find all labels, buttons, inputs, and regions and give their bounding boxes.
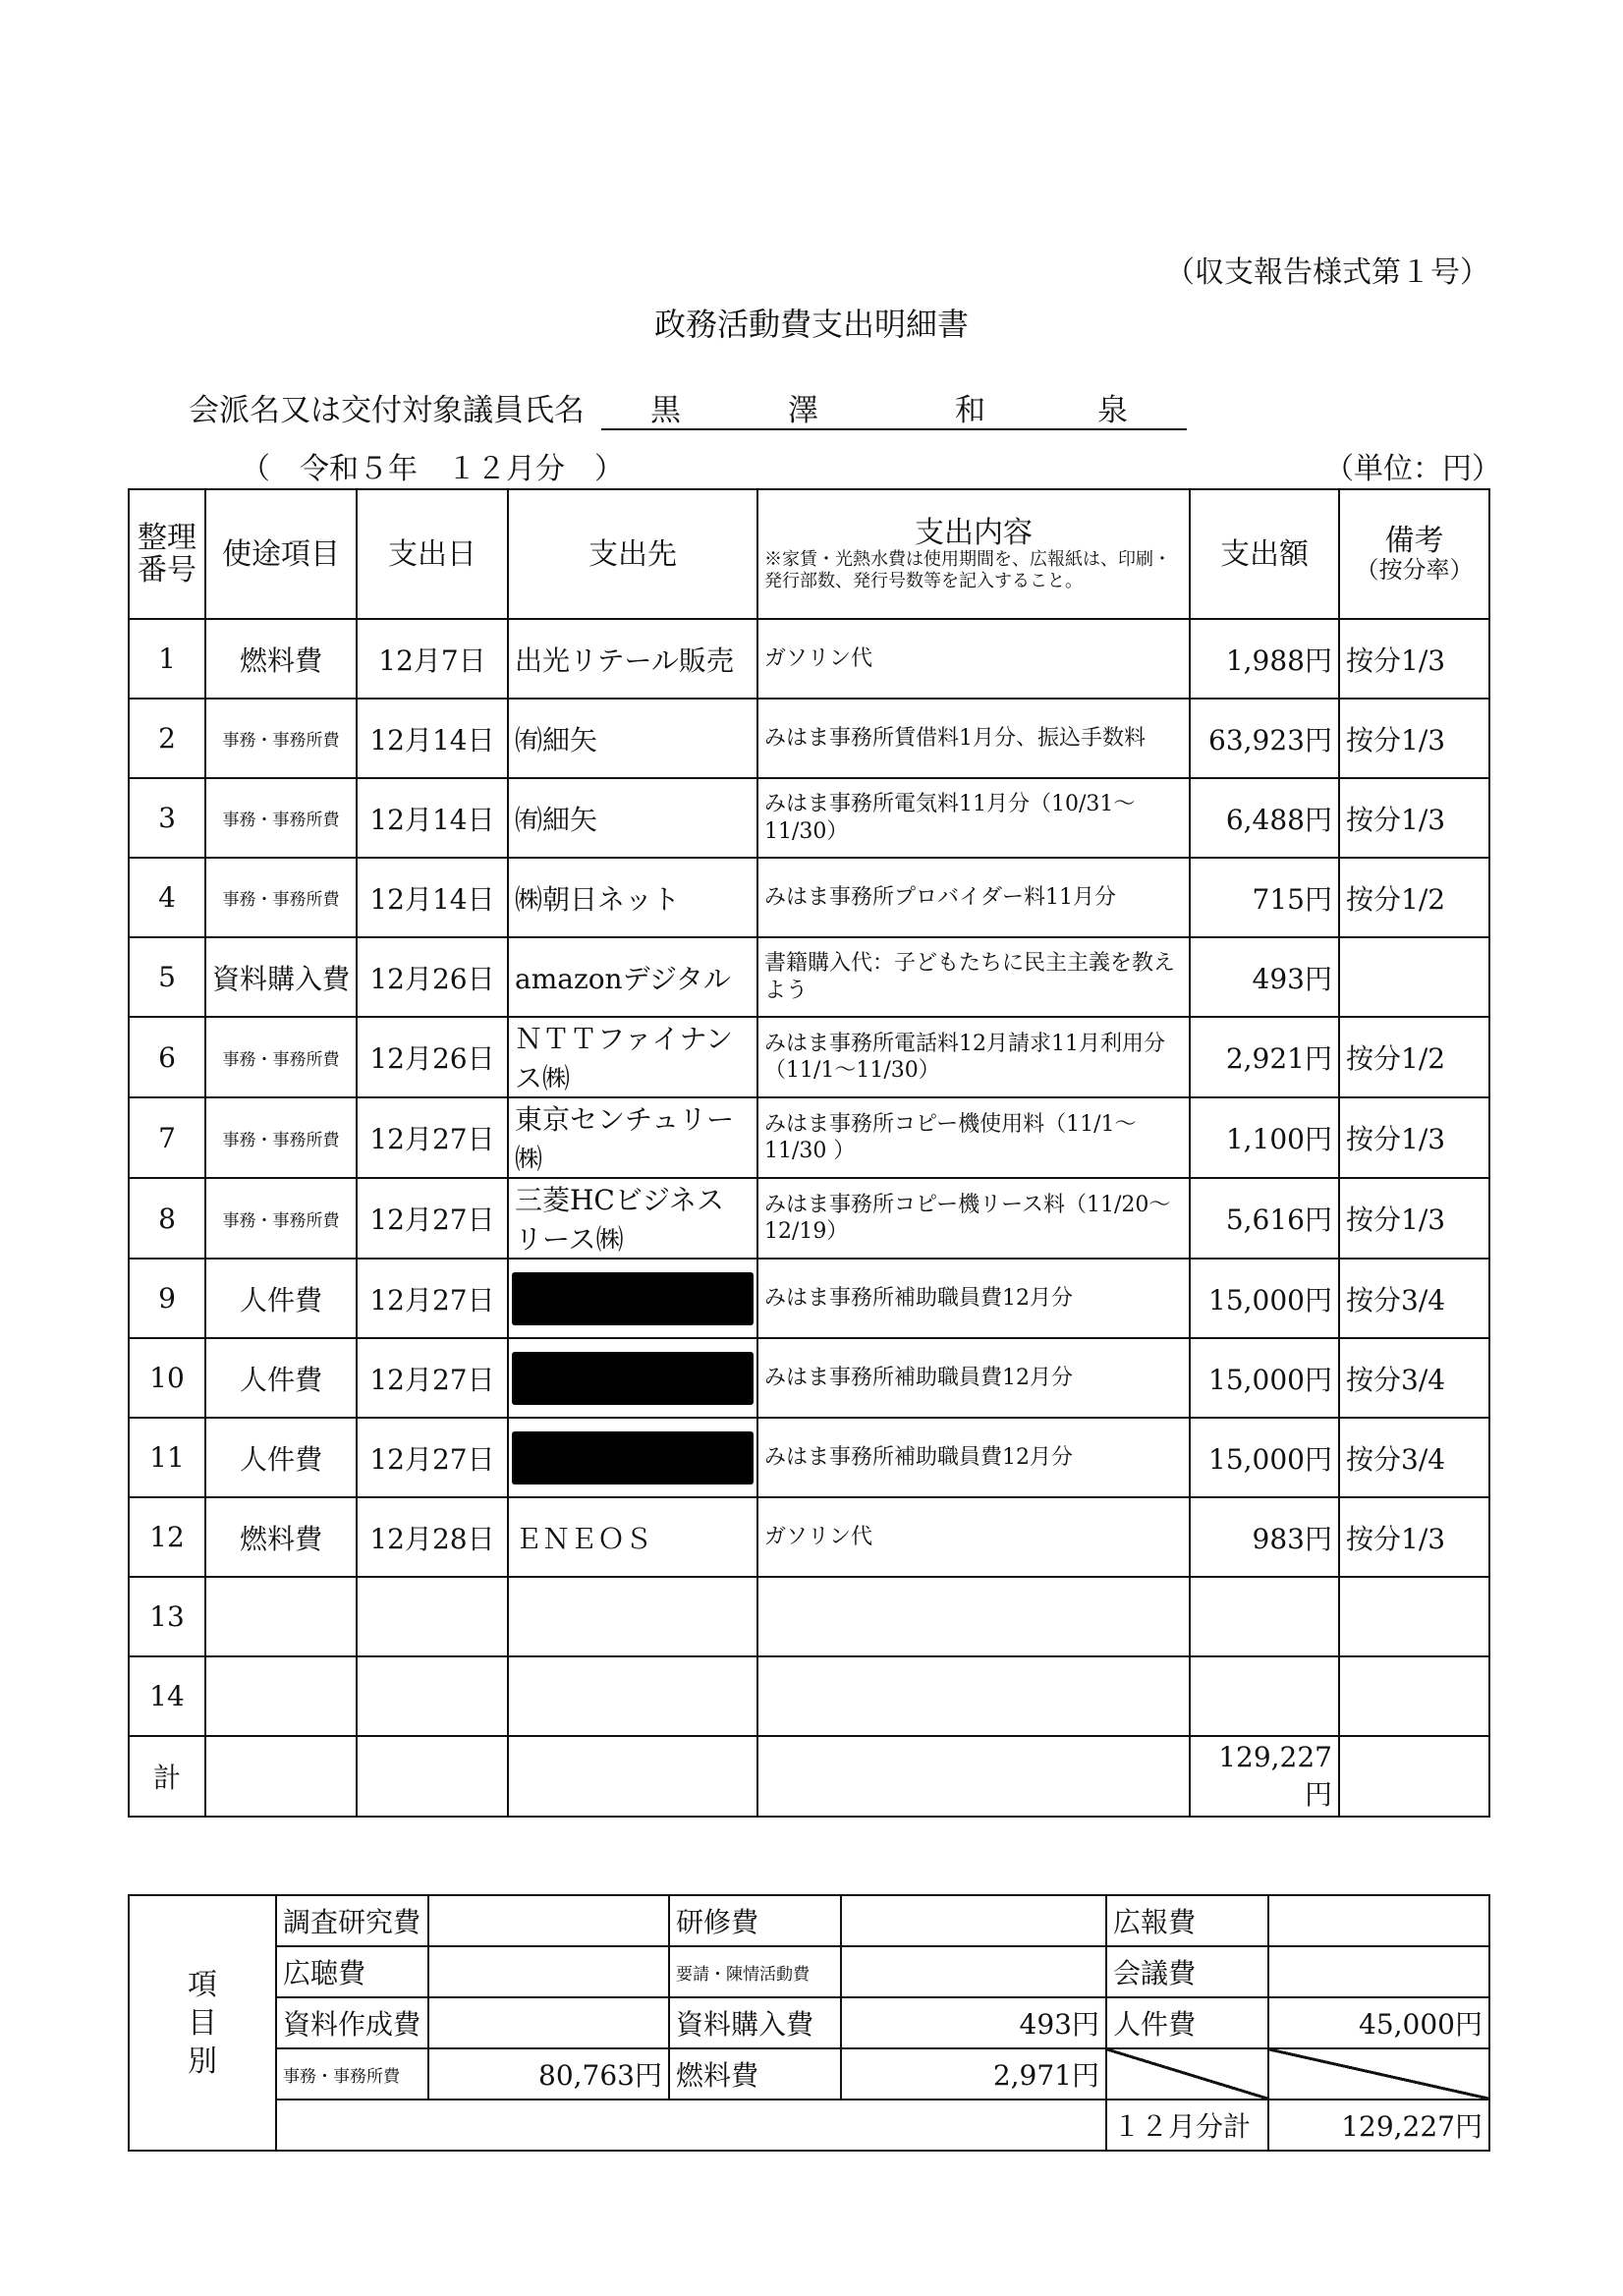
table-row — [129, 699, 1489, 778]
member-name-char: 和 — [955, 393, 985, 428]
row-payee: ㈱朝日ネット — [508, 858, 757, 937]
row-remarks: 按分3/4 — [1339, 1259, 1489, 1338]
member-name — [601, 385, 1187, 430]
personnel-value: 45,000円 — [1268, 1997, 1489, 2048]
petition-label: 要請・陳情活動費 — [669, 1946, 841, 1997]
table-row — [129, 858, 1489, 937]
row-content: みはま事務所補助職員費12月分 — [757, 1418, 1190, 1497]
row-payee: 東京センチュリー㈱ — [508, 1097, 757, 1178]
row-amount — [1190, 1656, 1339, 1736]
row-date: 12月26日 — [357, 1017, 508, 1097]
survey-label: 調査研究費 — [276, 1895, 428, 1946]
row-item: 資料購入費 — [205, 937, 357, 1017]
member-name-char: 黒 — [650, 393, 681, 428]
month-total-value: 129,227円 — [1268, 2100, 1489, 2151]
group-name-label: 会派名又は交付対象議員氏名 — [189, 393, 585, 428]
header-no-text: 整理 番号 — [138, 521, 196, 588]
category-summary — [128, 1894, 1490, 2152]
table-row — [129, 1656, 1489, 1736]
row-number: 3 — [129, 778, 205, 858]
table-row — [129, 1017, 1489, 1097]
document-title: 政務活動費支出明細書 — [653, 306, 969, 343]
row-date — [357, 1577, 508, 1656]
month-total-label: １２月分計 — [1106, 2100, 1268, 2151]
total-row — [129, 1736, 1489, 1817]
row-content: みはま事務所賃借料1月分、振込手数料 — [757, 699, 1190, 778]
row-number: 2 — [129, 699, 205, 778]
row-amount: 983円 — [1190, 1497, 1339, 1577]
blank-slash-cell — [1106, 2048, 1268, 2100]
row-amount: 63,923円 — [1190, 699, 1339, 778]
row-item: 事務・事務所費 — [205, 1178, 357, 1259]
row-number: 9 — [129, 1259, 205, 1338]
row-remarks: 按分1/3 — [1339, 619, 1489, 699]
row-amount: 15,000円 — [1190, 1259, 1339, 1338]
docs-make-value — [428, 1997, 669, 2048]
row-amount: 6,488円 — [1190, 778, 1339, 858]
member-name-char: 泉 — [1097, 393, 1128, 428]
row-item: 燃料費 — [205, 619, 357, 699]
header-content — [757, 489, 1190, 619]
row-number: 14 — [129, 1656, 205, 1736]
row-content: ガソリン代 — [757, 1497, 1190, 1577]
training-value — [841, 1895, 1106, 1946]
summary-row — [129, 1997, 1489, 2048]
header-content-title: 支出内容 — [915, 515, 1033, 550]
summary-row — [129, 2100, 1489, 2151]
row-item — [205, 1656, 357, 1736]
row-item: 人件費 — [205, 1338, 357, 1418]
row-number: 7 — [129, 1097, 205, 1178]
header-remarks-title: 備考 — [1384, 524, 1444, 559]
table-row — [129, 1497, 1489, 1577]
header-content-note: ※家賃・光熱水費は使用期間を、広報紙は、印刷・発行部数、発行号数等を記入すること。 — [764, 548, 1171, 591]
row-item: 事務・事務所費 — [205, 1097, 357, 1178]
row-date: 12月7日 — [357, 619, 508, 699]
row-remarks: 按分3/4 — [1339, 1338, 1489, 1418]
summary-row — [129, 1946, 1489, 1997]
row-number: 8 — [129, 1178, 205, 1259]
row-payee: 三菱HCビジネスリース㈱ — [508, 1178, 757, 1259]
table-row — [129, 1577, 1489, 1656]
summary-side-text: 項 目 別 — [188, 1967, 217, 2079]
row-payee: ㈲細矢 — [508, 778, 757, 858]
table-cell — [357, 1736, 508, 1817]
row-payee: ㈲細矢 — [508, 699, 757, 778]
row-amount: 493円 — [1190, 937, 1339, 1017]
row-item: 事務・事務所費 — [205, 1017, 357, 1097]
hearing-label: 広聴費 — [276, 1946, 428, 1997]
redaction-bar — [512, 1352, 754, 1405]
row-date: 12月27日 — [357, 1178, 508, 1259]
row-number: 13 — [129, 1577, 205, 1656]
row-content: みはま事務所補助職員費12月分 — [757, 1338, 1190, 1418]
header-item: 使途項目 — [205, 489, 357, 619]
row-amount: 1,100円 — [1190, 1097, 1339, 1178]
office-label: 事務・事務所費 — [276, 2048, 428, 2100]
summary-blank-cell — [276, 2100, 1106, 2151]
form-number: （収支報告様式第１号） — [1165, 255, 1489, 290]
header-remarks-sub: （按分率） — [1355, 556, 1474, 585]
row-payee — [508, 1418, 757, 1497]
row-date — [357, 1656, 508, 1736]
unit-label: （単位：円） — [1324, 452, 1501, 486]
row-date: 12月28日 — [357, 1497, 508, 1577]
row-item: 事務・事務所費 — [205, 778, 357, 858]
table-header-row — [129, 489, 1489, 619]
table-row — [129, 619, 1489, 699]
row-date: 12月27日 — [357, 1418, 508, 1497]
training-label: 研修費 — [669, 1895, 841, 1946]
table-row — [129, 778, 1489, 858]
row-payee — [508, 1656, 757, 1736]
table-row — [129, 1259, 1489, 1338]
row-amount — [1190, 1577, 1339, 1656]
row-date: 12月27日 — [357, 1097, 508, 1178]
row-number: 10 — [129, 1338, 205, 1418]
pr-value — [1268, 1895, 1489, 1946]
header-amount: 支出額 — [1190, 489, 1339, 619]
row-payee: ＥＮＥＯＳ — [508, 1497, 757, 1577]
docs-buy-label: 資料購入費 — [669, 1997, 841, 2048]
row-date: 12月27日 — [357, 1259, 508, 1338]
row-content: みはま事務所コピー機使用料（11/1～11/30 ） — [757, 1097, 1190, 1178]
total-amount: 129,227円 — [1190, 1736, 1339, 1817]
meeting-label: 会議費 — [1106, 1946, 1268, 1997]
row-payee: 出光リテール販売 — [508, 619, 757, 699]
redaction-bar — [512, 1272, 754, 1325]
row-number: 5 — [129, 937, 205, 1017]
row-number: 1 — [129, 619, 205, 699]
row-payee: ＮＴＴファイナンス㈱ — [508, 1017, 757, 1097]
row-amount: 5,616円 — [1190, 1178, 1339, 1259]
row-item: 人件費 — [205, 1418, 357, 1497]
row-remarks: 按分1/3 — [1339, 1097, 1489, 1178]
fuel-label: 燃料費 — [669, 2048, 841, 2100]
row-date: 12月27日 — [357, 1338, 508, 1418]
row-content: みはま事務所プロバイダー料11月分 — [757, 858, 1190, 937]
row-remarks — [1339, 937, 1489, 1017]
fuel-value: 2,971円 — [841, 2048, 1106, 2100]
row-item: 事務・事務所費 — [205, 858, 357, 937]
row-content: ガソリン代 — [757, 619, 1190, 699]
expense-table — [128, 488, 1490, 1818]
row-content: みはま事務所補助職員費12月分 — [757, 1259, 1190, 1338]
table-cell — [508, 1736, 757, 1817]
table-row — [129, 1338, 1489, 1418]
row-remarks: 按分1/2 — [1339, 858, 1489, 937]
row-item: 事務・事務所費 — [205, 699, 357, 778]
row-amount: 15,000円 — [1190, 1418, 1339, 1497]
row-amount: 15,000円 — [1190, 1338, 1339, 1418]
total-label: 計 — [129, 1736, 205, 1817]
meeting-value — [1268, 1946, 1489, 1997]
row-number: 6 — [129, 1017, 205, 1097]
row-remarks: 按分1/3 — [1339, 1178, 1489, 1259]
row-date: 12月14日 — [357, 699, 508, 778]
summary-row — [129, 1895, 1489, 1946]
docs-buy-value: 493円 — [841, 1997, 1106, 2048]
row-content: みはま事務所電話料12月請求11月利用分（11/1～11/30） — [757, 1017, 1190, 1097]
row-content: 書籍購入代：子どもたちに民主主義を教えよう — [757, 937, 1190, 1017]
row-item — [205, 1577, 357, 1656]
row-date: 12月14日 — [357, 778, 508, 858]
survey-value — [428, 1895, 669, 1946]
row-amount: 1,988円 — [1190, 619, 1339, 699]
table-row — [129, 1097, 1489, 1178]
row-remarks — [1339, 1656, 1489, 1736]
row-date: 12月26日 — [357, 937, 508, 1017]
row-number: 12 — [129, 1497, 205, 1577]
summary-side-label — [129, 1895, 276, 2151]
pr-label: 広報費 — [1106, 1895, 1268, 1946]
table-row — [129, 1418, 1489, 1497]
row-amount: 2,921円 — [1190, 1017, 1339, 1097]
row-date: 12月14日 — [357, 858, 508, 937]
row-payee — [508, 1577, 757, 1656]
report-period: （ 令和５年 １２月分 ） — [241, 452, 624, 486]
row-remarks: 按分1/2 — [1339, 1017, 1489, 1097]
table-row — [129, 1178, 1489, 1259]
row-item: 燃料費 — [205, 1497, 357, 1577]
table-cell — [205, 1736, 357, 1817]
table-cell — [1339, 1736, 1489, 1817]
row-item: 人件費 — [205, 1259, 357, 1338]
header-date: 支出日 — [357, 489, 508, 619]
personnel-label: 人件費 — [1106, 1997, 1268, 2048]
header-no — [129, 489, 205, 619]
row-number: 11 — [129, 1418, 205, 1497]
row-content: みはま事務所コピー機リース料（11/20～12/19） — [757, 1178, 1190, 1259]
row-remarks: 按分1/3 — [1339, 699, 1489, 778]
hearing-value — [428, 1946, 669, 1997]
header-remarks — [1339, 489, 1489, 619]
petition-value — [841, 1946, 1106, 1997]
row-remarks: 按分1/3 — [1339, 1497, 1489, 1577]
row-payee — [508, 1259, 757, 1338]
redaction-bar — [512, 1431, 754, 1484]
summary-row — [129, 2048, 1489, 2100]
row-number: 4 — [129, 858, 205, 937]
table-cell — [757, 1736, 1190, 1817]
header-payee: 支出先 — [508, 489, 757, 619]
member-name-char: 澤 — [788, 393, 818, 428]
row-remarks: 按分1/3 — [1339, 778, 1489, 858]
row-payee: amazonデジタル — [508, 937, 757, 1017]
docs-make-label: 資料作成費 — [276, 1997, 428, 2048]
row-remarks — [1339, 1577, 1489, 1656]
row-amount: 715円 — [1190, 858, 1339, 937]
office-value: 80,763円 — [428, 2048, 669, 2100]
blank-slash-cell — [1268, 2048, 1489, 2100]
row-payee — [508, 1338, 757, 1418]
row-content: みはま事務所電気料11月分（10/31～11/30） — [757, 778, 1190, 858]
row-remarks: 按分3/4 — [1339, 1418, 1489, 1497]
row-content — [757, 1656, 1190, 1736]
row-content — [757, 1577, 1190, 1656]
table-row — [129, 937, 1489, 1017]
